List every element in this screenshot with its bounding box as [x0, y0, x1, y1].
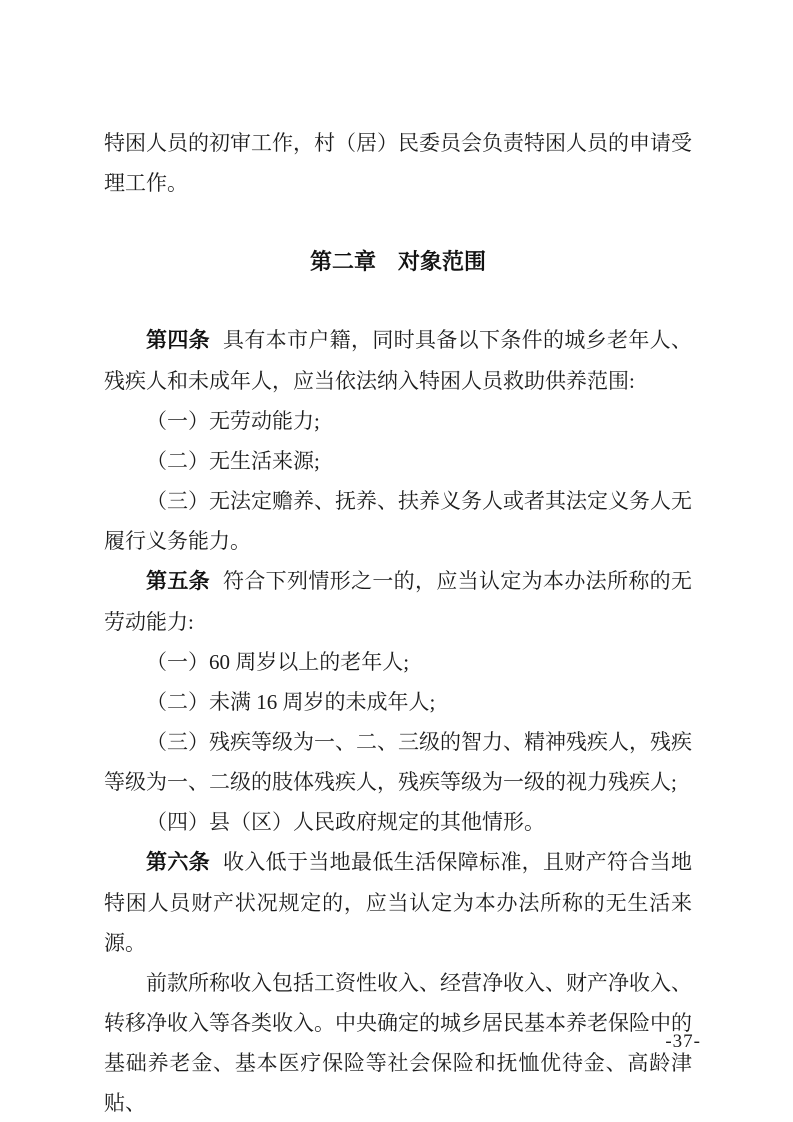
chapter-heading: 第二章 对象范围	[309, 249, 486, 274]
article-6-label: 第六条	[146, 851, 210, 874]
paragraph-continuation: 特困人员的初审工作，村（居）民委员会负责特困人员的申请受理工作。	[104, 131, 692, 195]
clause-item: （二）未满 16 周岁的未成年人;	[146, 690, 436, 714]
page-number: -37-	[665, 1031, 701, 1052]
clause-item: （二）无生活来源;	[146, 449, 320, 473]
article-5-label: 第五条	[146, 570, 210, 593]
article-5-text: 符合下列情形之一的，应当认定为本办法所称的无劳动能力:	[104, 569, 692, 634]
article-6-paragraph-2: 前款所称收入包括工资性收入、经营净收入、财产净收入、转移净收入等各类收入。中央确定的城乡居民基本养老保险中的基础养老金、基本医疗保险等社会保险和抚恤优待金、高龄津贴、	[104, 971, 692, 1115]
article-4-text: 具有本市户籍，同时具备以下条件的城乡老年人、残疾人和未成年人，应当依法纳入特困人员救助供养范围:	[104, 328, 692, 393]
clause-item: （一）无劳动能力;	[146, 409, 320, 433]
article-6-paragraph	[104, 842, 692, 963]
article-6-text: 收入低于当地最低生活保障标准，且财产符合当地特困人员财产状况规定的，应当认定为本办法所称的无生活来源。	[104, 850, 692, 955]
clause-item: （四）县（区）人民政府规定的其他情形。	[146, 810, 545, 834]
article-4-paragraph	[104, 320, 692, 401]
clause-item: （三）无法定赡养、抚养、扶养义务人或者其法定义务人无履行义务能力。	[104, 489, 692, 553]
page-content	[104, 123, 692, 1122]
article-4-label: 第四条	[146, 329, 210, 352]
article-5-paragraph	[104, 561, 692, 642]
clause-item: （三）残疾等级为一、二、三级的智力、精神残疾人，残疾等级为一、二级的肢体残疾人，残疾等级为一级的视力残疾人;	[104, 730, 692, 794]
clause-item: （一）60 周岁以上的老年人;	[146, 650, 410, 674]
